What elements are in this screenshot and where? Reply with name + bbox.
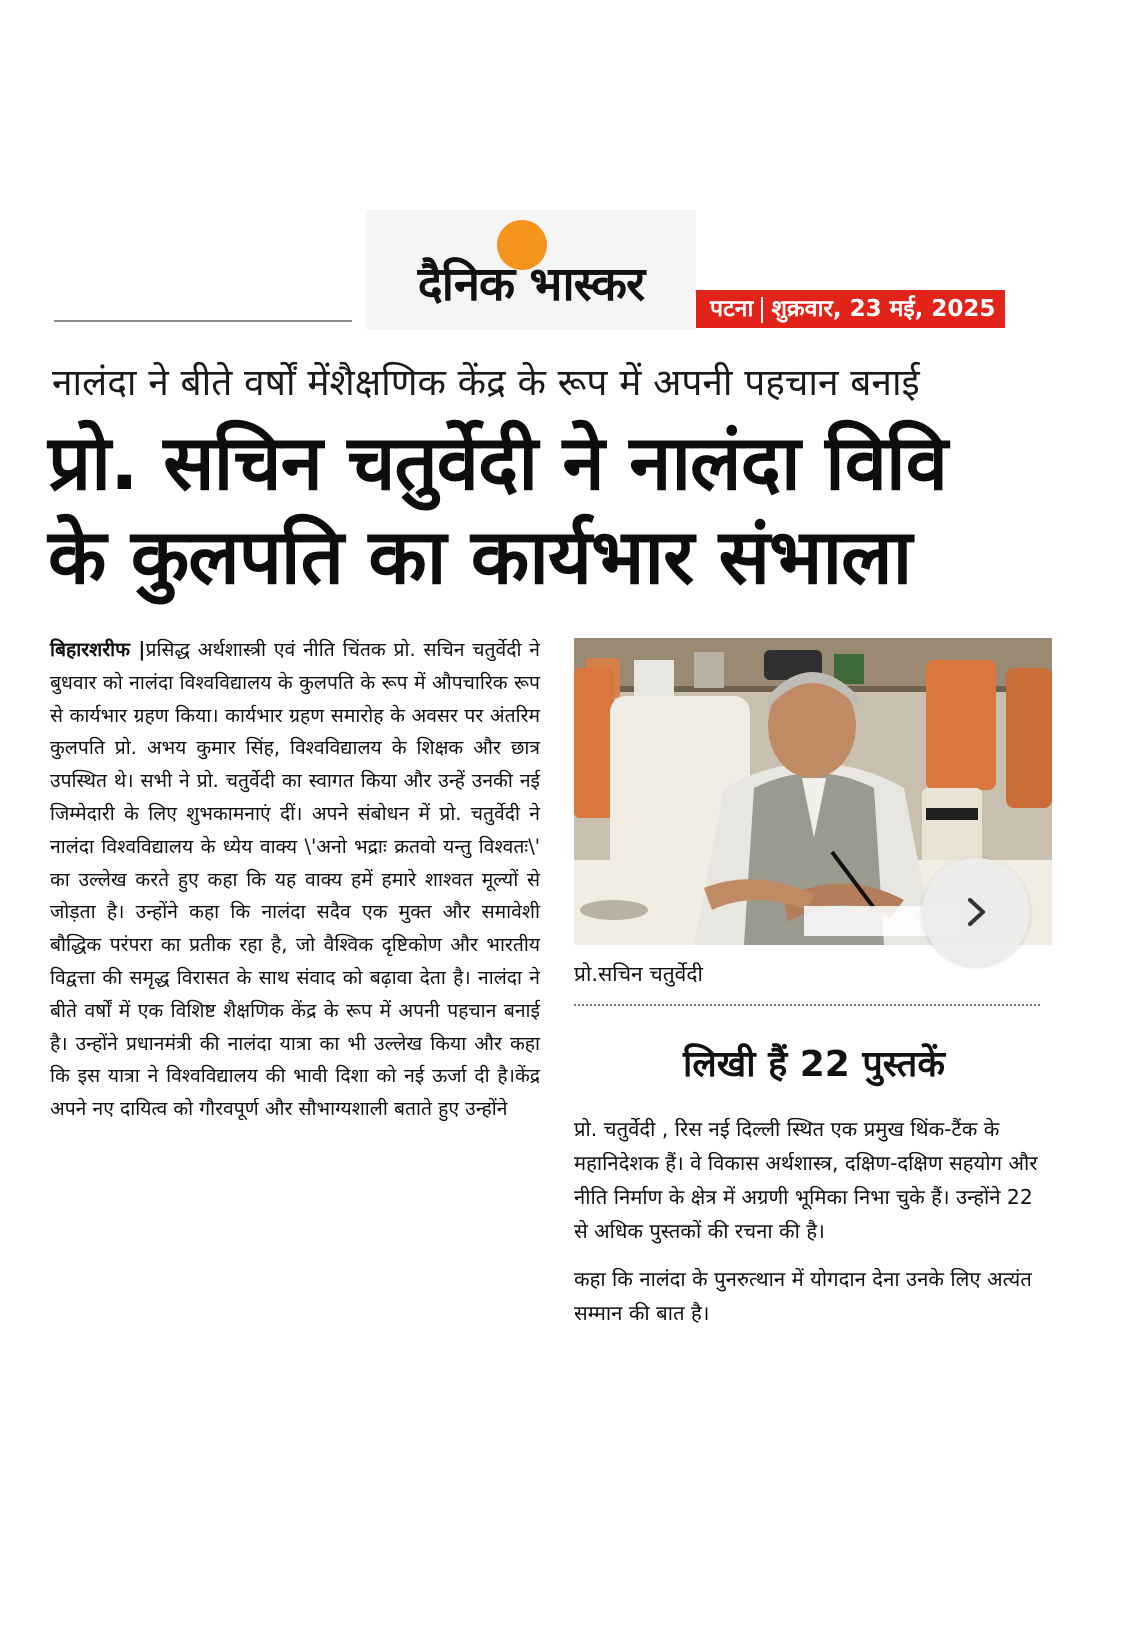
dateline-place: बिहारशरीफ |: [50, 638, 146, 661]
article-body: [50, 634, 540, 1126]
dateline-divider: [761, 297, 763, 323]
edition-city: पटना: [710, 296, 754, 322]
sidebar-paragraph-1: प्रो. चतुर्वेदी , रिस नई दिल्ली स्थित एक प्रमुख थिंक-टैंक के महानिदेशक हैं। वे विकास अर्थशास्त्र, दक्षिण-दक्षिण सहयोग और नीति निर्माण के क्षेत्र में अग्रणी भूमिका निभा चुके हैं। उन्होंने 22 से अधिक पुस्तकों की रचना की है।: [574, 1117, 1038, 1243]
caption-divider: [574, 1004, 1040, 1006]
sidebar-text: [574, 1112, 1044, 1344]
chevron-right-icon: [959, 895, 993, 929]
headline-line-1: प्रो. सचिन चतुर्वेदी ने नालंदा विवि: [48, 418, 947, 507]
sidebar-title: लिखी हैं 22 पुस्तकें: [683, 1044, 945, 1085]
headline-line-2: के कुलपति का कार्यभार संभाला: [48, 512, 912, 601]
article-body-text: प्रसिद्ध अर्थशास्त्री एवं नीति चिंतक प्रो. सचिन चतुर्वेदी ने बुधवार को नालंदा विश्वविद्यालय के कुलपति के रूप में औपचारिक रूप से कार्यभार ग्रहण किया। कार्यभार ग्रहण समारोह के अवसर पर अंतरिम कुलपति प्रो. अभय कुमार सिंह, विश्वविद्यालय के शिक्षक और छात्र उपस्थित थे। सभी ने प्रो. चतुर्वेदी का स्वागत किया और उन्हें उनकी नई जिम्मेदारी के लिए शुभकामनाएं दीं। अपने संबोधन में प्रो. चतुर्वेदी ने नालंदा विश्वविद्यालय के ध्येय वाक्य \'अनो भद्राः क्रतवो यन्तु विश्वतः\' का उल्लेख करते हुए कहा कि यह वाक्य हमें हमारे शाश्वत मूल्यों से जोड़ता है। उन्होंने कहा कि नालंदा सदैव एक मुक्त और समावेशी बौद्धिक परंपरा का प्रतीक रहा है, जो वैश्विक दृष्टिकोण और भारतीय विद्वत्ता की समृद्ध विरासत के साथ संवाद को बढ़ावा देता है। नालंदा ने बीते वर्षों में एक विशिष्ट शैक्षणिक केंद्र के रूप में अपनी पहचान बनाई है। उन्होंने प्रधानमंत्री की नालंदा यात्रा का भी उल्लेख किया और कहा कि इस यात्रा ने विश्वविद्यालय की भावी दिशा को नई ऊर्जा दी है।केंद्र अपने नए दायित्व को गौरवपूर्ण और सौभाग्यशाली बताते हुए उन्होंने: [50, 638, 541, 1121]
edition-date: शुक्रवार, 23 मई, 2025: [771, 296, 996, 322]
article-headline: [48, 416, 1048, 604]
logo-text: दैनिक भास्कर: [417, 257, 645, 312]
article-kicker: नालंदा ने बीते वर्षों मेंशैक्षणिक केंद्र के रूप में अपनी पहचान बनाई: [52, 361, 920, 404]
next-image-button[interactable]: [922, 858, 1030, 966]
sidebar-paragraph-2: कहा कि नालंदा के पुनरुत्थान में योगदान देना उनके लिए अत्यंत सम्मान की बात है।: [574, 1267, 1032, 1325]
newspaper-logo: [366, 210, 696, 330]
masthead-rule: [54, 320, 352, 322]
edition-dateline: [696, 290, 1005, 328]
photo-caption: प्रो.सचिन चतुर्वेदी: [574, 962, 703, 986]
